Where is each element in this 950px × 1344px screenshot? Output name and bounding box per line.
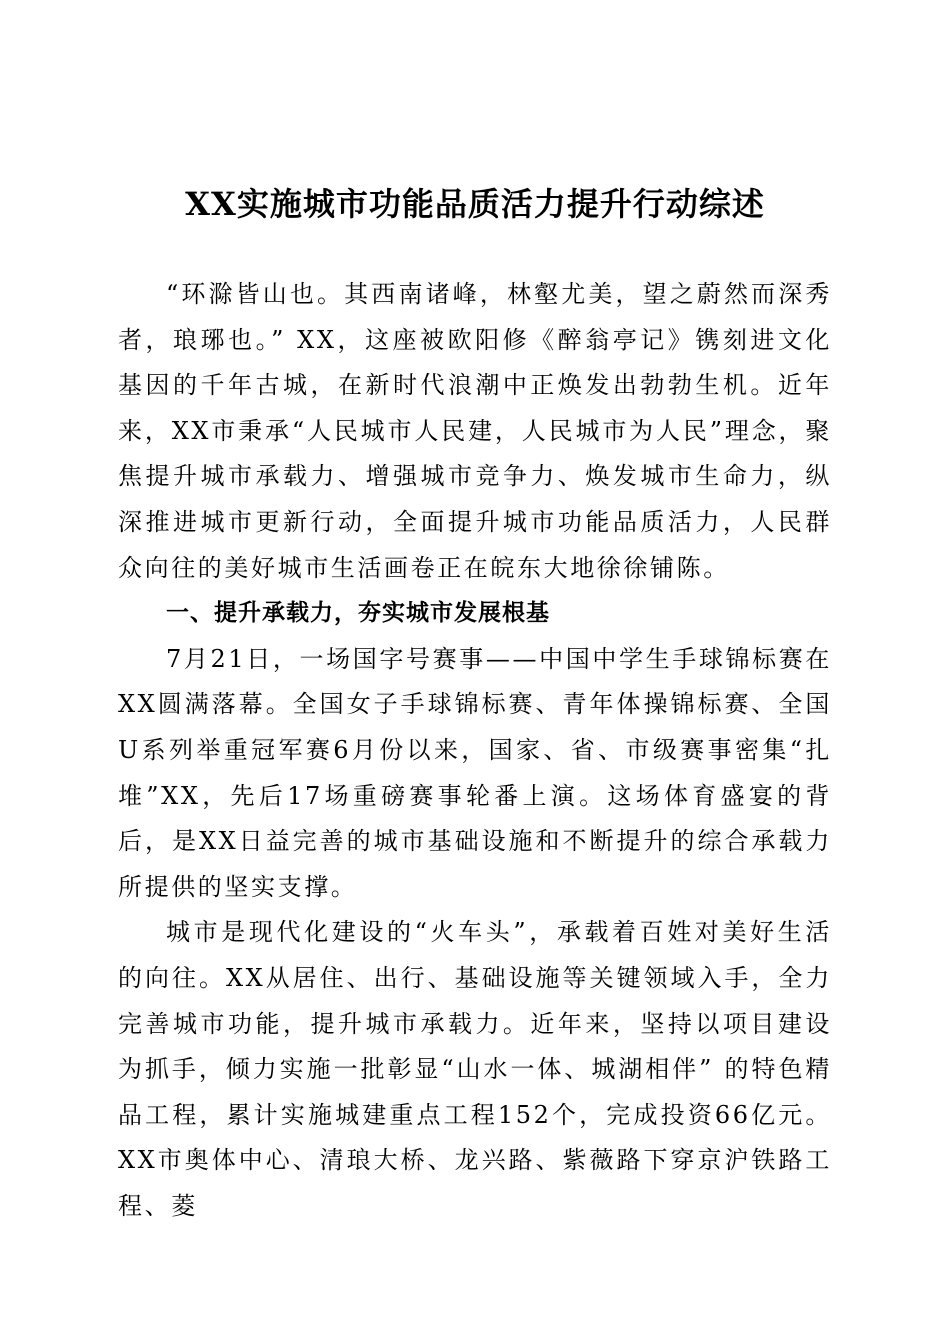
intro-paragraph: “环滁皆山也。其西南诸峰，林壑尤美，望之蔚然而深秀者，琅琊也。” XX，这座被欧阳修《醉翁亭记》镌刻进文化基因的千年古城，在新时代浪潮中正焕发出勃勃生机。近年来，XX市秉承“人民城市人民建，人民城市为人民”理念，聚焦提升城市承载力、增强城市竞争力、焕发城市生命力，纵深推进城市更新行动，全面提升城市功能品质活力，人民群众向往的美好城市生活画卷正在皖东大地徐徐铺陈。 [118, 280, 832, 582]
document-body [118, 272, 832, 1229]
section1-paragraph-1: 7月21日，一场国字号赛事——中国中学生手球锦标赛在XX圆满落幕。全国女子手球锦标赛、青年体操锦标赛、全国U系列举重冠军赛6月份以来，国家、省、市级赛事密集“扎堆”XX，先后17场重磅赛事轮番上演。这场体育盛宴的背后，是XX日益完善的城市基础设施和不断提升的综合承载力所提供的坚实支撑。 [118, 644, 832, 901]
section1-paragraph-2: 城市是现代化建设的“火车头”，承载着百姓对美好生活的向往。XX从居住、出行、基础设施等关键领域入手，全力完善城市功能，提升城市承载力。近年来，坚持以项目建设为抓手，倾力实施一批彰显“山水一体、城湖相伴” 的特色精品工程，累计实施城建重点工程152个，完成投资66亿元。XX市奥体中心、清琅大桥、龙兴路、紫薇路下穿京沪铁路工程、菱 [118, 918, 832, 1220]
section-heading-1: 一、提升承载力，夯实城市发展根基 [166, 600, 550, 627]
document-title: XX实施城市功能品质活力提升行动综述 [185, 185, 765, 223]
